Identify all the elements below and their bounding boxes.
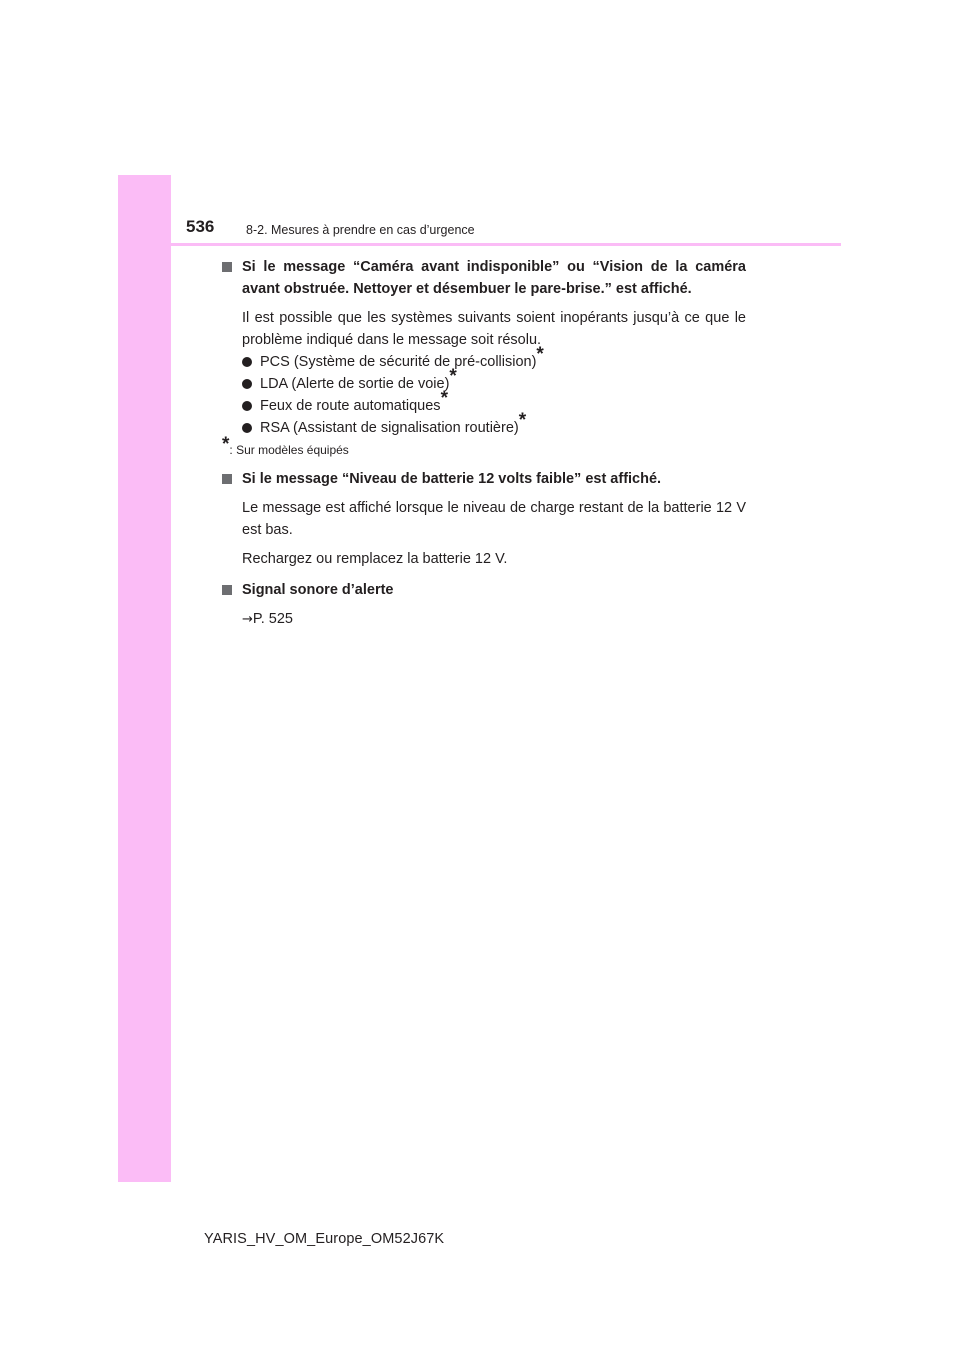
square-bullet-icon: [222, 262, 232, 272]
section-heading: [222, 579, 746, 601]
footnote-marker: *: [449, 366, 457, 387]
footnote-marker: *: [536, 344, 544, 365]
section-heading-text: Si le message “Niveau de batterie 12 volts faible” est affiché.: [242, 471, 662, 487]
section-heading: [222, 256, 746, 300]
side-tab-band: [118, 175, 171, 1182]
section-battery-message: [222, 468, 746, 570]
footnote: [222, 434, 746, 459]
paragraph: Il est possible que les systèmes suivants soient inopérants jusqu’à ce que le problème indiqué dans le message soit résolu.: [242, 310, 746, 348]
list-item: [242, 410, 746, 439]
footnote-star: *: [222, 434, 230, 455]
list-item-text: PCS (Système de sécurité de pré-collision): [260, 354, 537, 370]
paragraph: Rechargez ou remplacez la batterie 12 V.: [242, 551, 508, 567]
list-item-text: Feux de route automatiques: [260, 398, 441, 414]
list-item: [242, 388, 746, 417]
header-rule: [118, 243, 841, 246]
arrow-right-icon: →: [242, 612, 253, 627]
affected-systems-list: [222, 344, 746, 439]
footnote-text: : Sur modèles équipés: [229, 443, 349, 457]
list-item-text: RSA (Assistant de signalisation routière): [260, 420, 519, 436]
section-warning-buzzer: [222, 579, 746, 631]
section-heading: [222, 468, 746, 490]
document-code: YARIS_HV_OM_Europe_OM52J67K: [204, 1231, 445, 1247]
paragraph: Le message est affiché lorsque le niveau de charge restant de la batterie 12 V est bas.: [242, 500, 746, 538]
section-heading-text: Signal sonore d’alerte: [242, 582, 394, 598]
section-camera-message: [222, 256, 746, 459]
main-content: [222, 256, 746, 631]
round-bullet-icon: [242, 401, 252, 411]
section-title: 8-2. Mesures à prendre en cas d’urgence: [246, 223, 475, 237]
page-number: 536: [186, 217, 215, 236]
round-bullet-icon: [242, 423, 252, 433]
round-bullet-icon: [242, 379, 252, 389]
footnote-marker: *: [518, 410, 527, 431]
page-reference-link[interactable]: [222, 608, 746, 631]
list-item: [242, 366, 746, 395]
square-bullet-icon: [222, 474, 232, 484]
square-bullet-icon: [222, 585, 232, 595]
list-item-text: LDA (Alerte de sortie de voie): [260, 376, 450, 392]
footnote-marker: *: [440, 388, 448, 409]
section-heading-text: Si le message “Caméra avant indisponible” ou “Vision de la caméra avant obstruée. Nettoyer et désembuer le pare-brise.” est affiché.: [242, 259, 746, 297]
round-bullet-icon: [242, 357, 252, 367]
list-item: [242, 344, 746, 373]
page-reference-text: P. 525: [252, 611, 293, 627]
